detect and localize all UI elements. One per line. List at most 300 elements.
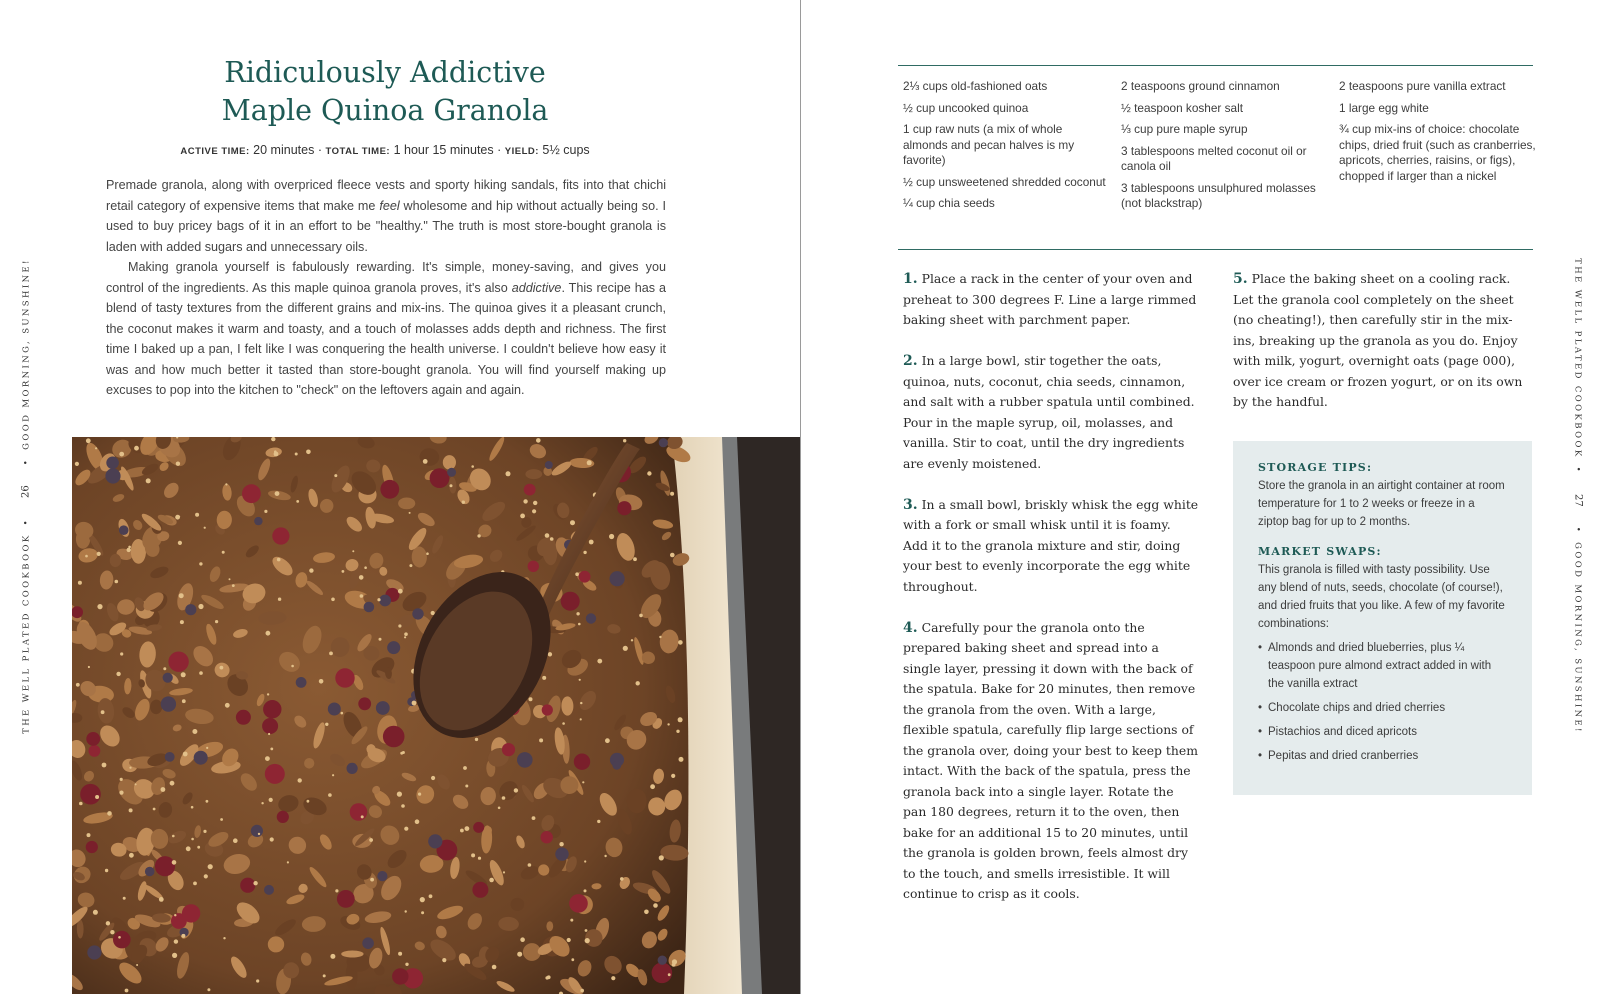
quinoa-grain bbox=[520, 514, 525, 519]
quinoa-grain bbox=[623, 646, 628, 651]
quinoa-grain bbox=[179, 593, 184, 598]
quinoa-grain bbox=[125, 989, 129, 993]
granola-photo bbox=[72, 437, 800, 994]
quinoa-grain bbox=[409, 512, 411, 514]
quinoa-grain bbox=[597, 659, 602, 664]
chocolate-chip bbox=[412, 608, 423, 619]
ingredient: ⅓ cup pure maple syrup bbox=[1121, 122, 1248, 136]
quinoa-grain bbox=[309, 568, 313, 572]
quinoa-grain bbox=[120, 652, 123, 655]
quinoa-grain bbox=[180, 620, 184, 624]
quinoa-grain bbox=[397, 792, 402, 797]
quinoa-grain bbox=[172, 953, 177, 958]
quinoa-grain bbox=[181, 672, 186, 677]
chocolate-chip bbox=[254, 517, 262, 525]
quinoa-grain bbox=[170, 781, 175, 786]
quinoa-grain bbox=[659, 636, 661, 638]
chocolate-chip bbox=[659, 438, 668, 447]
quinoa-grain bbox=[207, 988, 210, 991]
ingredient: ½ cup unsweetened shredded coconut bbox=[903, 174, 1106, 189]
dried-cranberry bbox=[380, 480, 399, 499]
chocolate-chip bbox=[379, 595, 391, 607]
quinoa-grain bbox=[116, 672, 120, 676]
quinoa-grain bbox=[306, 450, 311, 455]
dried-cranberry bbox=[155, 856, 175, 876]
quinoa-grain bbox=[120, 778, 123, 781]
quinoa-grain bbox=[429, 894, 433, 898]
quinoa-grain bbox=[463, 766, 467, 770]
quinoa-grain bbox=[215, 620, 218, 623]
quinoa-grain bbox=[584, 889, 587, 892]
quinoa-grain bbox=[76, 683, 80, 687]
quinoa-grain bbox=[418, 793, 421, 796]
yield-label: YIELD: bbox=[504, 146, 539, 157]
dried-cranberry bbox=[80, 784, 101, 805]
quinoa-grain bbox=[172, 860, 177, 865]
quinoa-grain bbox=[178, 516, 180, 518]
dried-cranberry bbox=[262, 718, 278, 734]
dried-cranberry bbox=[335, 668, 354, 687]
quinoa-grain bbox=[225, 703, 230, 708]
quinoa-grain bbox=[129, 767, 131, 769]
dried-cranberry bbox=[617, 501, 631, 515]
dried-cranberry bbox=[579, 571, 591, 583]
quinoa-grain bbox=[256, 979, 259, 982]
ingredient: ½ teaspoon kosher salt bbox=[1121, 100, 1243, 115]
quinoa-grain bbox=[605, 738, 610, 743]
quinoa-grain bbox=[101, 710, 105, 714]
quinoa-grain bbox=[119, 791, 123, 795]
quinoa-grain bbox=[268, 733, 270, 735]
dried-cranberry bbox=[277, 811, 289, 823]
quinoa-grain bbox=[220, 818, 223, 821]
granola-cluster bbox=[341, 951, 363, 958]
quinoa-grain bbox=[477, 534, 480, 537]
quinoa-grain bbox=[181, 934, 185, 938]
quinoa-grain bbox=[402, 751, 405, 754]
quinoa-grain bbox=[270, 837, 274, 841]
dried-cranberry bbox=[168, 652, 188, 672]
quinoa-grain bbox=[676, 730, 679, 733]
chocolate-chip bbox=[586, 613, 596, 623]
dried-cranberry bbox=[561, 592, 580, 611]
ingredient: 3 tablespoons unsulphured molasses (not blackstrap) bbox=[1121, 180, 1316, 210]
quinoa-grain bbox=[193, 882, 197, 886]
quinoa-grain bbox=[465, 785, 468, 788]
quinoa-grain bbox=[405, 963, 408, 966]
quinoa-grain bbox=[153, 808, 156, 811]
quinoa-grain bbox=[582, 781, 584, 783]
quinoa-grain bbox=[319, 679, 324, 684]
quinoa-grain bbox=[412, 701, 417, 706]
quinoa-grain bbox=[567, 938, 571, 942]
quinoa-grain bbox=[295, 453, 298, 456]
quinoa-grain bbox=[672, 963, 676, 967]
quinoa-grain bbox=[75, 462, 79, 466]
tips-box bbox=[1233, 441, 1532, 795]
dried-cranberry bbox=[272, 527, 289, 544]
quinoa-grain bbox=[258, 833, 260, 835]
quinoa-grain bbox=[331, 598, 335, 602]
quinoa-grain bbox=[405, 910, 407, 912]
quinoa-grain bbox=[364, 566, 367, 569]
chocolate-chip bbox=[545, 461, 553, 469]
active-time-label: ACTIVE TIME: bbox=[180, 146, 250, 157]
dried-cranberry bbox=[472, 882, 488, 898]
step-4: 4. Carefully pour the granola onto the prepared baking sheet and spread into a single layer, pressing it down with the back of the spatula. Bake for 20 minutes, then remove the granola from the oven. With a large, flexible spatula, carefully flip large sections of the granola over, doing your best to keep them intact. With the back of the spatula, press the granola back into a single layer. Rotate the pan 180 degrees, return it to the oven, then bake for an additional 15 to 20 minutes, until the granola is golden brown, feels almost dry to the touch, and smells irresistible. It will continue to crisp as it cools. bbox=[903, 619, 1198, 901]
quinoa-grain bbox=[269, 798, 273, 802]
quinoa-grain bbox=[329, 652, 333, 656]
quinoa-grain bbox=[492, 965, 497, 970]
quinoa-grain bbox=[489, 878, 494, 883]
chocolate-chip bbox=[555, 847, 568, 860]
quinoa-grain bbox=[361, 815, 364, 818]
quinoa-grain bbox=[328, 793, 332, 797]
chocolate-chip bbox=[194, 751, 208, 765]
dried-cranberry bbox=[337, 890, 355, 908]
quinoa-grain bbox=[270, 748, 273, 751]
quinoa-grain bbox=[542, 676, 546, 680]
chocolate-chip bbox=[296, 677, 307, 688]
quinoa-grain bbox=[475, 738, 478, 741]
ingredient: 2 teaspoons ground cinnamon bbox=[1121, 79, 1280, 93]
quinoa-grain bbox=[597, 820, 600, 823]
quinoa-grain bbox=[379, 638, 382, 641]
ingredients-top-rule bbox=[898, 65, 1533, 66]
quinoa-grain bbox=[506, 471, 511, 476]
chocolate-chip bbox=[105, 468, 120, 483]
quinoa-grain bbox=[398, 589, 403, 594]
quinoa-grain bbox=[199, 671, 203, 675]
quinoa-grain bbox=[377, 598, 380, 601]
quinoa-grain bbox=[110, 930, 114, 934]
quinoa-grain bbox=[465, 826, 470, 831]
running-head-section: GOOD MORNING, SUNSHINE! bbox=[1572, 542, 1583, 734]
quinoa-grain bbox=[639, 614, 643, 618]
quinoa-grain bbox=[421, 911, 424, 914]
dried-cranberry bbox=[350, 803, 368, 821]
quinoa-grain bbox=[620, 877, 624, 881]
quinoa-grain bbox=[174, 914, 176, 916]
quinoa-grain bbox=[206, 800, 209, 803]
quinoa-grain bbox=[115, 580, 119, 584]
quinoa-grain bbox=[471, 853, 475, 857]
dried-cranberry bbox=[542, 704, 553, 715]
quinoa-grain bbox=[571, 958, 574, 961]
quinoa-grain bbox=[584, 860, 586, 862]
quinoa-grain bbox=[420, 897, 425, 902]
ingredients-column-2 bbox=[1121, 79, 1326, 218]
quinoa-grain bbox=[647, 471, 651, 475]
quinoa-grain bbox=[264, 510, 267, 513]
quinoa-grain bbox=[670, 553, 675, 558]
chocolate-chip bbox=[185, 604, 196, 615]
quinoa-grain bbox=[352, 550, 354, 552]
chocolate-chip bbox=[119, 525, 129, 535]
quinoa-grain bbox=[277, 558, 281, 562]
quinoa-grain bbox=[523, 499, 527, 503]
quinoa-grain bbox=[398, 624, 401, 627]
meta-separator: · bbox=[497, 143, 502, 157]
quinoa-grain bbox=[271, 437, 275, 441]
quinoa-grain bbox=[502, 796, 506, 800]
quinoa-grain bbox=[533, 501, 537, 505]
quinoa-grain bbox=[398, 952, 402, 956]
granola-cluster bbox=[525, 469, 542, 479]
quinoa-grain bbox=[578, 623, 581, 626]
dried-cranberry bbox=[502, 743, 515, 756]
quinoa-grain bbox=[225, 483, 227, 485]
quinoa-grain bbox=[229, 578, 231, 580]
chocolate-chip bbox=[376, 701, 390, 715]
quinoa-grain bbox=[667, 723, 669, 725]
quinoa-grain bbox=[633, 557, 637, 561]
quinoa-grain bbox=[192, 729, 197, 734]
quinoa-grain bbox=[325, 723, 328, 726]
quinoa-grain bbox=[520, 937, 525, 942]
recipe-title bbox=[100, 54, 670, 130]
dried-cranberry bbox=[242, 484, 261, 503]
meta-separator: · bbox=[317, 143, 322, 157]
dried-cranberry bbox=[652, 963, 673, 984]
quinoa-grain bbox=[415, 819, 420, 824]
quinoa-grain bbox=[478, 857, 481, 860]
headnote bbox=[106, 175, 666, 401]
quinoa-grain bbox=[182, 699, 186, 703]
quinoa-grain bbox=[287, 861, 289, 863]
ingredient: 1 cup raw nuts (a mix of whole almonds and pecan halves is my favorite) bbox=[903, 122, 1075, 167]
quinoa-grain bbox=[79, 802, 83, 806]
storage-tips-text: Store the granola in an airtight container at room temperature for 1 to 2 weeks or freeze in a ziptop bag for up to 2 months. bbox=[1258, 480, 1505, 528]
chocolate-chip bbox=[161, 696, 176, 711]
quinoa-grain bbox=[330, 954, 335, 959]
quinoa-grain bbox=[528, 863, 532, 867]
quinoa-grain bbox=[266, 631, 271, 636]
headnote-paragraph-2: Making granola yourself is fabulously rewarding. It's simple, money-saving, and gives you control of the ingredients. As this maple quinoa granola proves, it's also addictive. This recipe has a blend of tasty textures from the different grains and mix-ins. The quinoa gives it a pleasant crunch, the coconut makes it warm and toasty, and a touch of molasses adds depth and richness. The first time I baked up a pan, I felt like I was conquering the health universe. I couldn't believe how easy it was and how much better it tasted than store-bought granola. You will find yourself making up excuses to pop into the kitchen to "check" on the leftovers again and again. bbox=[106, 260, 666, 397]
quinoa-grain bbox=[119, 452, 124, 457]
market-swaps-list bbox=[1258, 639, 1508, 765]
chocolate-chip bbox=[362, 937, 374, 949]
quinoa-grain bbox=[274, 452, 279, 457]
quinoa-grain bbox=[298, 778, 302, 782]
quinoa-grain bbox=[341, 712, 344, 715]
quinoa-grain bbox=[611, 976, 615, 980]
ingredient: 1 large egg white bbox=[1339, 100, 1429, 115]
chocolate-chip bbox=[387, 641, 400, 654]
ingredient: ½ cup uncooked quinoa bbox=[903, 100, 1029, 115]
chocolate-chip bbox=[364, 602, 375, 613]
quinoa-grain bbox=[253, 881, 257, 885]
quinoa-grain bbox=[503, 871, 505, 873]
quinoa-grain bbox=[471, 465, 474, 468]
dried-cranberry bbox=[182, 904, 200, 922]
chocolate-chip bbox=[87, 945, 101, 959]
quinoa-grain bbox=[118, 936, 121, 939]
quinoa-grain bbox=[409, 564, 412, 567]
storage-tips bbox=[1258, 461, 1508, 531]
quinoa-grain bbox=[653, 903, 658, 908]
dried-cranberry bbox=[86, 841, 98, 853]
dried-cranberry bbox=[541, 831, 553, 843]
quinoa-grain bbox=[174, 939, 178, 943]
quinoa-grain bbox=[129, 853, 134, 858]
quinoa-grain bbox=[134, 446, 139, 451]
quinoa-grain bbox=[136, 964, 138, 966]
quinoa-grain bbox=[195, 513, 199, 517]
market-swaps-text: This granola is filled with tasty possibility. Use any blend of nuts, seeds, chocolate (of course!), and dried fruits that you like. A few of my favorite combinations: bbox=[1258, 564, 1505, 630]
chocolate-chip bbox=[658, 956, 667, 965]
quinoa-grain bbox=[291, 665, 294, 668]
quinoa-grain bbox=[208, 864, 213, 869]
ingredient: 2⅓ cups old-fashioned oats bbox=[903, 79, 1048, 93]
quinoa-grain bbox=[631, 639, 633, 641]
quinoa-grain bbox=[644, 910, 649, 915]
quinoa-grain bbox=[570, 520, 575, 525]
quinoa-grain bbox=[204, 874, 208, 878]
quinoa-grain bbox=[198, 604, 203, 609]
total-time-value: 1 hour 15 minutes bbox=[393, 143, 494, 157]
quinoa-grain bbox=[545, 976, 548, 979]
chocolate-chip bbox=[251, 825, 263, 837]
chocolate-chip bbox=[610, 571, 625, 586]
granola-photo-illustration bbox=[72, 437, 800, 994]
quinoa-grain bbox=[296, 500, 299, 503]
chocolate-chip bbox=[163, 673, 173, 683]
quinoa-grain bbox=[178, 541, 182, 545]
running-head-book: THE WELL PLATED COOKBOOK bbox=[1572, 258, 1583, 459]
dried-cranberry bbox=[473, 822, 484, 833]
quinoa-grain bbox=[93, 910, 98, 915]
list-item: • Pistachios and diced apricots bbox=[1258, 723, 1508, 741]
quinoa-grain bbox=[460, 829, 464, 833]
ingredients-bottom-rule bbox=[898, 249, 1533, 250]
market-swaps bbox=[1258, 545, 1508, 765]
right-running-head: THE WELL PLATED COOKBOOK•27•GOOD MORNING, SUNSHINE! bbox=[1572, 258, 1584, 734]
dried-cranberry bbox=[89, 745, 101, 757]
ingredient: 2 teaspoons pure vanilla extract bbox=[1339, 79, 1506, 93]
quinoa-grain bbox=[678, 640, 683, 645]
quinoa-grain bbox=[462, 501, 465, 504]
quinoa-grain bbox=[85, 555, 88, 558]
quinoa-grain bbox=[107, 811, 112, 816]
dried-cranberry bbox=[574, 754, 590, 770]
quinoa-grain bbox=[668, 973, 671, 976]
chocolate-chip bbox=[145, 867, 155, 877]
list-item: • Almonds and dried blueberries, plus ¼ teaspoon pure almond extract added in with the vanilla extract bbox=[1258, 639, 1508, 693]
quinoa-grain bbox=[404, 632, 408, 636]
list-item: • Chocolate chips and dried cherries bbox=[1258, 699, 1508, 717]
dried-cranberry bbox=[569, 894, 588, 913]
quinoa-grain bbox=[146, 478, 151, 483]
page-number-right: 27 bbox=[1572, 493, 1584, 507]
quinoa-grain bbox=[580, 989, 584, 993]
dried-cranberry bbox=[86, 732, 100, 746]
quinoa-grain bbox=[369, 838, 373, 842]
granola-cluster bbox=[511, 898, 525, 911]
quinoa-grain bbox=[539, 738, 543, 742]
page-gutter bbox=[800, 0, 801, 994]
quinoa-grain bbox=[670, 492, 674, 496]
quinoa-grain bbox=[135, 783, 137, 785]
quinoa-grain bbox=[623, 439, 626, 442]
quinoa-grain bbox=[431, 776, 435, 780]
quinoa-grain bbox=[370, 878, 374, 882]
quinoa-grain bbox=[562, 722, 565, 725]
list-item: • Pepitas and dried cranberries bbox=[1258, 747, 1508, 765]
chocolate-chip bbox=[612, 761, 621, 770]
steps-column-2 bbox=[1233, 269, 1533, 433]
dried-cranberry bbox=[263, 700, 281, 718]
quinoa-grain bbox=[570, 919, 573, 922]
quinoa-grain bbox=[278, 598, 281, 601]
quinoa-grain bbox=[97, 604, 102, 609]
quinoa-grain bbox=[123, 897, 126, 900]
quinoa-grain bbox=[127, 548, 131, 552]
quinoa-grain bbox=[579, 679, 581, 681]
quinoa-grain bbox=[548, 652, 552, 656]
quinoa-grain bbox=[404, 636, 406, 638]
quinoa-grain bbox=[587, 460, 592, 465]
quinoa-grain bbox=[222, 551, 225, 554]
running-head-book: THE WELL PLATED COOKBOOK bbox=[21, 533, 32, 734]
quinoa-grain bbox=[307, 800, 310, 803]
quinoa-grain bbox=[650, 784, 655, 789]
quinoa-grain bbox=[261, 802, 263, 804]
chocolate-chip bbox=[165, 752, 175, 762]
quinoa-grain bbox=[206, 747, 208, 749]
dried-cranberry bbox=[240, 878, 255, 893]
quinoa-grain bbox=[604, 855, 606, 857]
ingredients-column-3 bbox=[1339, 79, 1544, 190]
quinoa-grain bbox=[95, 447, 97, 449]
step-1: 1. Place a rack in the center of your oven and preheat to 300 degrees F. Line a large rimmed baking sheet with parchment paper. bbox=[903, 271, 1197, 327]
quinoa-grain bbox=[514, 788, 518, 792]
quinoa-grain bbox=[335, 889, 338, 892]
step-2: 2. In a large bowl, stir together the oats, quinoa, nuts, coconut, chia seeds, cinnamon, and salt with a rubber spatula until combined. Pour in the maple syrup, oil, molasses, and vanilla. Stir to coat, until the dry ingredients are evenly moistened. bbox=[903, 353, 1195, 471]
chocolate-chip bbox=[106, 457, 119, 470]
total-time-label: TOTAL TIME: bbox=[325, 146, 391, 157]
quinoa-grain bbox=[86, 438, 91, 443]
recipe-meta bbox=[100, 143, 670, 157]
page-number-left: 26 bbox=[20, 485, 32, 499]
yield-value: 5½ cups bbox=[542, 143, 590, 157]
quinoa-grain bbox=[517, 952, 522, 957]
quinoa-grain bbox=[186, 846, 191, 851]
chocolate-chip bbox=[517, 752, 533, 768]
ingredient: ¼ cup chia seeds bbox=[903, 196, 995, 210]
ingredients-column-1 bbox=[903, 79, 1108, 218]
quinoa-grain bbox=[585, 938, 590, 943]
quinoa-grain bbox=[267, 693, 269, 695]
quinoa-grain bbox=[233, 838, 238, 843]
quinoa-grain bbox=[532, 509, 536, 513]
quinoa-grain bbox=[589, 540, 594, 545]
steps-column-1 bbox=[903, 269, 1199, 925]
dried-cranberry bbox=[392, 968, 408, 984]
quinoa-grain bbox=[199, 562, 202, 565]
quinoa-grain bbox=[498, 807, 501, 810]
running-head-section: GOOD MORNING, SUNSHINE! bbox=[21, 258, 32, 450]
step-5: 5. Place the baking sheet on a cooling rack. Let the granola cool completely on the sheet (no cheating!), then carefully stir in the mix-ins, breaking up the granola as you do. Enjoy with milk, yogurt, overnight oats (page 000), over ice cream or frozen yogurt, or on its own by the handful. bbox=[1233, 271, 1523, 409]
quinoa-grain bbox=[529, 697, 533, 701]
quinoa-grain bbox=[161, 787, 166, 792]
quinoa-grain bbox=[679, 757, 684, 762]
quinoa-grain bbox=[585, 929, 588, 932]
granola-cluster bbox=[398, 498, 415, 510]
quinoa-grain bbox=[580, 718, 582, 720]
quinoa-grain bbox=[536, 438, 541, 443]
quinoa-grain bbox=[678, 717, 683, 722]
